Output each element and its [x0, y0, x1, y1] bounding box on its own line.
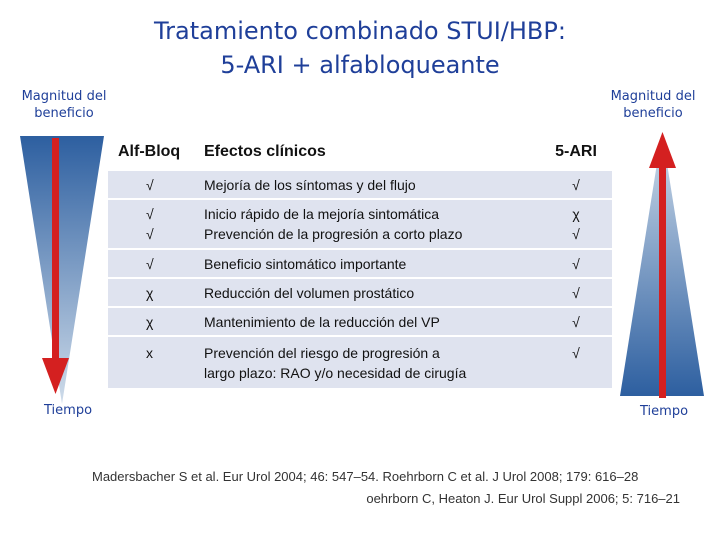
effect-text: Mejoría de los síntomas y del flujo [204, 176, 416, 193]
right-arrow-shaft [659, 166, 666, 398]
effect-text: Mantenimiento de la reducción del VP [204, 313, 440, 330]
left-arrow-shaft [52, 138, 59, 360]
table-row [108, 249, 612, 278]
slide-title-line2: 5-ARI + alfabloqueante [220, 51, 500, 79]
alpha-mark: √ [146, 206, 154, 222]
reference-line2: oehrborn C, Heaton J. Eur Urol Suppl 2006; 5: 716–21 [366, 491, 680, 506]
right-label-line2: beneficio [623, 106, 683, 121]
effect-text: Reducción del volumen prostático [204, 284, 415, 301]
alpha-mark: χ [146, 313, 154, 330]
effect-text: Prevención del riesgo de progresión a [204, 344, 440, 361]
ari-mark: χ [572, 206, 580, 222]
right-label-line1: Magnitud del [610, 89, 696, 104]
effect-text: Beneficio sintomático importante [204, 255, 407, 272]
right-time-label: Tiempo [640, 404, 689, 419]
alpha-mark: √ [146, 226, 154, 242]
left-magnitude-label [14, 88, 114, 122]
left-decreasing-benefit-graphic [20, 132, 106, 404]
table-row [108, 278, 612, 307]
effect-text: largo plazo: RAO y/o necesidad de cirugía [204, 364, 467, 381]
table-header-row [108, 135, 612, 170]
header-alpha-blocker: Alf-Bloq [108, 135, 202, 170]
right-increasing-benefit-graphic [620, 132, 704, 398]
effect-text: Inicio rápido de la mejoría sintomática [204, 206, 440, 222]
alpha-mark: x [146, 345, 153, 361]
ari-mark: √ [572, 255, 580, 272]
alpha-mark: √ [146, 255, 154, 272]
left-time-label: Tiempo [44, 403, 93, 418]
table-row [108, 307, 612, 336]
alpha-mark: χ [146, 284, 154, 301]
header-clinical-effects: Efectos clínicos [202, 135, 540, 170]
treatment-comparison-table [108, 135, 612, 388]
ari-mark: √ [572, 345, 580, 361]
effect-text: Prevención de la progresión a corto plazo [204, 226, 463, 242]
right-magnitude-label [598, 88, 708, 122]
table-row [108, 170, 612, 199]
header-5ari: 5-ARI [540, 135, 612, 170]
slide-title-line1: Tratamiento combinado STUI/HBP: [154, 17, 566, 45]
ari-mark: √ [572, 313, 580, 330]
alpha-mark: √ [146, 176, 154, 193]
left-label-line2: beneficio [34, 106, 94, 121]
ari-mark: √ [572, 226, 580, 242]
table-row [108, 336, 612, 388]
right-arrow-head [649, 132, 676, 168]
reference-line1: Madersbacher S et al. Eur Urol 2004; 46: 547–54. Roehrborn C et al. J Urol 2008; 179: 616–28 [92, 469, 639, 484]
ari-mark: √ [572, 284, 580, 301]
ari-mark: √ [572, 176, 580, 193]
left-label-line1: Magnitud del [21, 89, 107, 104]
table-row [108, 199, 612, 249]
